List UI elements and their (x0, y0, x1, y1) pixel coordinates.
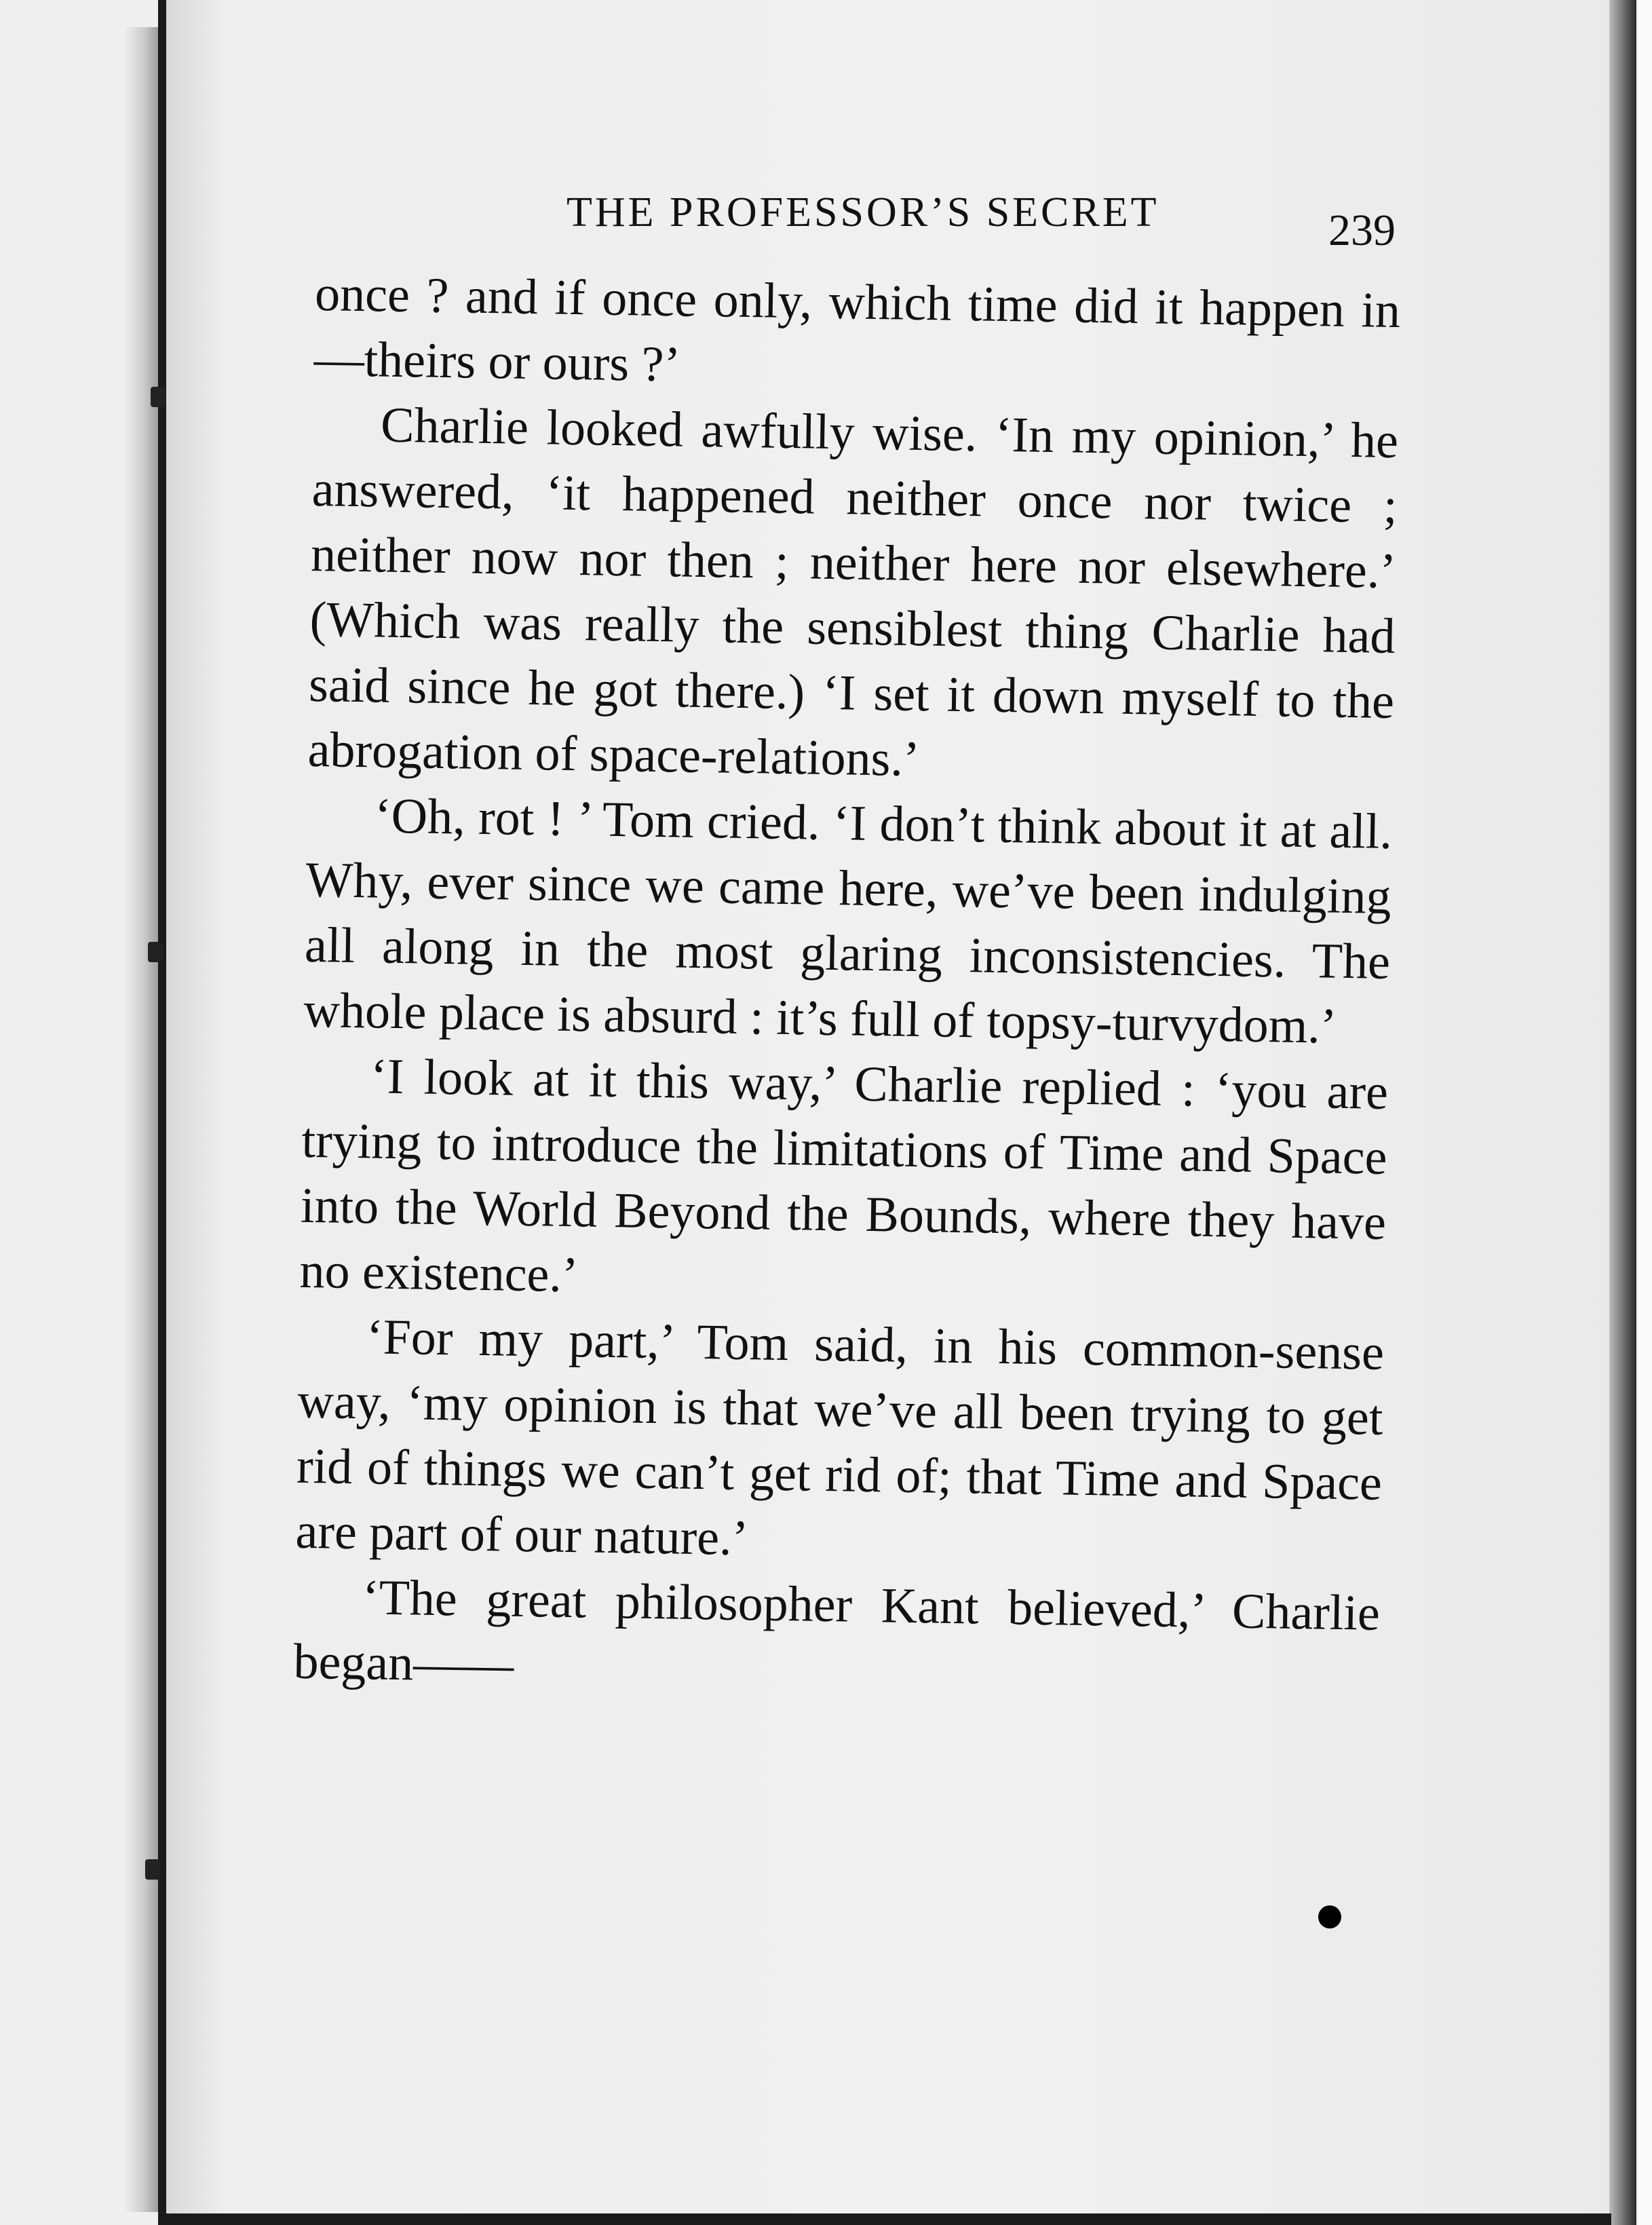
binding-stitch-mark (148, 942, 163, 962)
paragraph: ‘I look at it this way,’ Charlie replied : ‘you are trying to introduce the limitations of Time and Space into the World Beyond the Bounds, where they have no existence.’ (299, 1048, 1389, 1304)
gutter-shadow (122, 27, 159, 2212)
paragraph: Charlie looked awfully wise. ‘In my opinion,’ he answered, ‘it happened neither once nor twice ; neither now nor then ; neither here nor elsewhere.’ (Which was really the sensiblest thing Charlie had said since he got there.) ‘I set it down myself to the abrogation of space-relations.’ (307, 397, 1399, 788)
binding-stitch-mark (145, 1859, 160, 1880)
page-number: 239 (1328, 206, 1396, 255)
body-text (293, 261, 1401, 1711)
page-bottom-edge (166, 2213, 1611, 2225)
paragraph: ‘Oh, rot ! ’ Tom cried. ‘I don’t think about it at all. Why, ever since we came here, we’ve been indulging all along in the most glaring inconsistencies. The whole place is absurd : it’s full of topsy-turvydom.’ (303, 788, 1393, 1054)
paragraph: once ? and if once only, which time did it happen in—theirs or ours ?’ (313, 265, 1401, 393)
scan-border (1636, 0, 1652, 2225)
binding-stitch-mark (151, 387, 166, 407)
running-head: THE PROFESSOR’S SECRET (566, 189, 1159, 235)
paragraph: ‘The great philosopher Kant believed,’ Charlie began—— (292, 1570, 1381, 1693)
page-right-edge-shadow (1609, 0, 1636, 2225)
book-spine-edge (158, 0, 166, 2225)
paragraph: ‘For my part,’ Tom said, in his common-sense way, ‘my opinion is that we’ve all been trying to get rid of things we can’t get rid of; that Time and Space are part of our nature.’ (294, 1309, 1385, 1567)
ink-blot (1318, 1905, 1341, 1928)
